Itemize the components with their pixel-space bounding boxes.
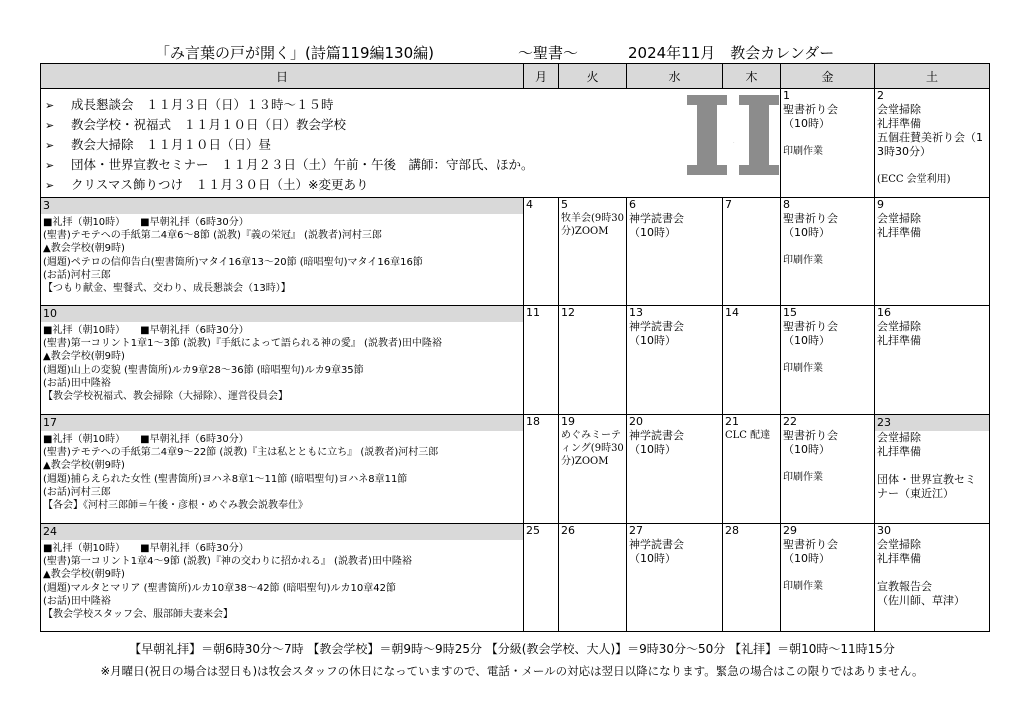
program-line: (週題)捕らえられた女性 (聖書箇所)ヨハネ8章1～11節 (暗唱聖句)ヨハネ8章11節 (43, 473, 408, 485)
event-note: 印刷作業 (783, 363, 823, 374)
program-line: (週題)ペテロの信仰告白(聖書箇所)マタイ16章13～20節 (暗唱聖句)マタイ16章16節 (43, 256, 423, 268)
date-number: 17 (41, 415, 523, 431)
day-cell-1 (781, 89, 875, 198)
day-cell-7 (723, 198, 781, 306)
header-calendar-title: 2024年11月 教会カレンダー (628, 44, 835, 62)
weekday-header-row (41, 64, 990, 89)
program-line: ■礼拝（朝10時） ■早朝礼拝（6時30分） (43, 543, 249, 554)
date-number: 11 (526, 306, 540, 319)
schedule-legend: 【早朝礼拝】＝朝6時30分～7時 【教会学校】＝朝9時～9時25分 【分級(教会学校、大人)】＝9時30分～50分 【礼拝】＝朝10時～11時15分 (129, 642, 895, 656)
program-line: (聖書)第一コリント1章4～9節 (説教)『神の交わりに招かれる』 (説教者)田中隆裕 (43, 556, 412, 568)
program-line: (聖書)テモテへの手紙第二4章6～8節 (説教)『義の栄冠』 (説教者)河村三郎 (43, 230, 382, 242)
weekday-sat: 土 (875, 64, 990, 89)
weekday-mon: 月 (524, 64, 559, 89)
weekday-sun: 日 (41, 64, 524, 89)
program-line: (聖書)テモテへの手紙第二4章9～22節 (説教)『主は私とともに立ち』 (説教者)河村三郎 (43, 447, 439, 459)
day-cell-29 (781, 524, 875, 632)
event-line: 神学読書会 (629, 429, 684, 442)
event-line: 会堂掃除 (877, 212, 921, 225)
sunday-program (41, 540, 523, 621)
sunday-cell-3 (41, 198, 524, 306)
date-number: 4 (526, 198, 533, 211)
event-line: （10時） (783, 117, 830, 130)
date-number: 5 (561, 198, 568, 211)
day-cell-26 (559, 524, 627, 632)
date-number: 20 (629, 415, 643, 428)
event-line: 聖書祈り会 (783, 212, 838, 225)
program-line: (週題)マルタとマリア (聖書箇所)ルカ10章38～42節 (暗唱聖句)ルカ10章42節 (43, 582, 396, 594)
program-line: (お話)河村三郎 (43, 486, 111, 498)
event-line: （10時） (629, 226, 676, 239)
event-line: （10時） (629, 552, 676, 565)
date-number: 24 (41, 524, 523, 540)
program-line: ■礼拝（朝10時） ■早朝礼拝（6時30分） (43, 434, 249, 445)
day-cell-11 (524, 306, 559, 415)
header (0, 42, 1024, 62)
sunday-program (41, 214, 523, 295)
event-line: （10時） (783, 552, 830, 565)
week-row-2 (41, 198, 990, 306)
event-line: 聖書祈り会 (783, 320, 838, 333)
program-line: ■礼拝（朝10時） ■早朝礼拝（6時30分） (43, 217, 249, 228)
event-line: 礼拝準備 (877, 445, 921, 458)
event-line: 五個荘賛美祈り会（1 (877, 131, 983, 144)
announcement-item: ➢ 教会大掃除 １１月１０日（日）昼 (45, 135, 780, 155)
day-cell-20 (627, 415, 723, 524)
announcement-item: ➢ 成長懇談会 １１月３日（日）１３時～１５時 (45, 95, 780, 115)
day-cell-23 (875, 415, 990, 524)
weekday-thu: 木 (723, 64, 781, 89)
day-cell-4 (524, 198, 559, 306)
sunday-program (41, 431, 523, 512)
date-number: 6 (629, 198, 636, 211)
event-line: 3時30分） (877, 145, 931, 158)
day-cell-13 (627, 306, 723, 415)
day-cell-19 (559, 415, 627, 524)
date-number: 29 (783, 524, 797, 537)
event-text: 牧羊会(9時30分)ZOOM (561, 213, 624, 237)
event-line: 神学読書会 (629, 538, 684, 551)
date-number: 9 (877, 198, 884, 211)
day-cell-28 (723, 524, 781, 632)
day-cell-16 (875, 306, 990, 415)
event-line: 礼拝準備 (877, 552, 921, 565)
day-cell-2 (875, 89, 990, 198)
program-line: 【教会学校スタッフ会、服部師夫妻来会】 (43, 609, 233, 621)
event-line: 宣教報告会 (877, 580, 932, 593)
day-cell-18 (524, 415, 559, 524)
program-line: (お話)田中隆裕 (43, 595, 111, 607)
arrow-bullet-icon: ➢ (45, 99, 55, 112)
office-hours-note: ※月曜日(祝日の場合は翌日も)は牧会スタッフの休日になっていますので、電話・メールの対応は翌日以降になります。緊急の場合はこの限りではありません。 (100, 664, 924, 678)
event-line: 聖書祈り会 (783, 103, 838, 116)
sunday-cell-24 (41, 524, 524, 632)
day-cell-12 (559, 306, 627, 415)
event-line: 神学読書会 (629, 212, 684, 225)
date-number: 23 (875, 415, 989, 431)
sunday-cell-17 (41, 415, 524, 524)
program-line: (お話)田中隆裕 (43, 377, 111, 389)
event-line: 会堂掃除 (877, 431, 921, 444)
program-line: 【つもり献金、聖餐式、交わり、成長懇談会（13時）】 (43, 283, 291, 295)
date-number: 15 (783, 306, 797, 319)
arrow-bullet-icon: ➢ (45, 159, 55, 172)
date-number: 8 (783, 198, 790, 211)
date-number: 14 (725, 306, 739, 319)
date-number: 16 (877, 306, 891, 319)
announcement-item: ➢ 団体・世界宣教セミナー １１月２３日（土）午前・午後 講師：守部氏、ほか。 (45, 155, 780, 175)
announcement-item: ➢ 教会学校・祝福式 １１月１０日（日）教会学校 (45, 115, 780, 135)
header-book: ～聖書～ (518, 44, 579, 62)
event-note: (ECC 会堂利用) (877, 174, 951, 185)
announcement-item: ➢ クリスマス飾りつけ １１月３０日（土）※変更あり (45, 175, 780, 195)
day-cell-14 (723, 306, 781, 415)
event-line: （10時） (783, 334, 830, 347)
event-text: CLC 配達 (725, 430, 771, 441)
header-verse: 「み言葉の戸が開く」(詩篇119編130編) (155, 44, 434, 62)
event-line: 会堂掃除 (877, 103, 921, 116)
day-cell-27 (627, 524, 723, 632)
day-cell-15 (781, 306, 875, 415)
event-line: 礼拝準備 (877, 226, 921, 239)
date-number: 30 (877, 524, 891, 537)
arrow-bullet-icon: ➢ (45, 119, 55, 132)
date-number: 25 (526, 524, 540, 537)
program-line: (週題)山上の変貌 (聖書箇所)ルカ9章28～36節 (暗唱聖句)ルカ9章35節 (43, 364, 364, 376)
event-line: 会堂掃除 (877, 320, 921, 333)
program-line: ▲教会学校(朝9時) (43, 569, 125, 581)
event-line: ナー（東近江） (877, 487, 954, 500)
program-line: ▲教会学校(朝9時) (43, 460, 125, 472)
sunday-program (41, 322, 523, 403)
date-number: 18 (526, 415, 540, 428)
program-line: ■礼拝（朝10時） ■早朝礼拝（6時30分） (43, 325, 249, 336)
month-number-graphic (685, 93, 781, 177)
event-line: （10時） (629, 334, 676, 347)
day-cell-21 (723, 415, 781, 524)
date-number: 2 (877, 89, 884, 102)
week-row-3 (41, 306, 990, 415)
week-row-5 (41, 524, 990, 632)
calendar-table (40, 63, 990, 632)
announcement-list (41, 89, 780, 195)
event-note: 印刷作業 (783, 146, 823, 157)
event-line: （10時） (783, 443, 830, 456)
event-text: めぐみミーティング(9時30分)ZOOM (561, 430, 624, 467)
arrow-bullet-icon: ➢ (45, 179, 55, 192)
date-number: 21 (725, 415, 739, 428)
day-cell-6 (627, 198, 723, 306)
event-line: 神学読書会 (629, 320, 684, 333)
event-note: 印刷作業 (783, 255, 823, 266)
weekday-fri: 金 (781, 64, 875, 89)
date-number: 13 (629, 306, 643, 319)
weekday-wed: 水 (627, 64, 723, 89)
program-line: 【教会学校祝福式、教会掃除（大掃除）、運営役員会】 (43, 391, 288, 403)
day-cell-8 (781, 198, 875, 306)
sunday-cell-10 (41, 306, 524, 415)
event-line: 聖書祈り会 (783, 429, 838, 442)
date-number: 10 (41, 306, 523, 322)
program-line: 【各会】《河村三郎師＝午後・彦根・めぐみ教会説教奉仕》 (43, 500, 308, 512)
arrow-bullet-icon: ➢ (45, 139, 55, 152)
weekday-tue: 火 (559, 64, 627, 89)
event-line: （10時） (783, 226, 830, 239)
day-cell-22 (781, 415, 875, 524)
event-line: （佐川師、草津） (877, 594, 965, 607)
event-line: 会堂掃除 (877, 538, 921, 551)
date-number: 3 (41, 198, 523, 214)
event-line: 礼拝準備 (877, 334, 921, 347)
date-number: 22 (783, 415, 797, 428)
date-number: 12 (561, 306, 575, 319)
day-cell-25 (524, 524, 559, 632)
event-note: 印刷作業 (783, 581, 823, 592)
day-cell-30 (875, 524, 990, 632)
date-number: 28 (725, 524, 739, 537)
event-line: 団体・世界宣教セミ (877, 473, 976, 486)
program-line: ▲教会学校(朝9時) (43, 351, 125, 363)
announcements-cell (41, 89, 781, 198)
month-number-text: 11 (733, 143, 735, 144)
event-note: 印刷作業 (783, 472, 823, 483)
week-row-4 (41, 415, 990, 524)
date-number: 27 (629, 524, 643, 537)
event-line: 聖書祈り会 (783, 538, 838, 551)
program-line: (お話)河村三郎 (43, 269, 111, 281)
date-number: 7 (725, 198, 732, 211)
program-line: ▲教会学校(朝9時) (43, 243, 125, 255)
day-cell-9 (875, 198, 990, 306)
event-line: 礼拝準備 (877, 117, 921, 130)
date-number: 1 (783, 89, 790, 102)
date-number: 26 (561, 524, 575, 537)
date-number: 19 (561, 415, 575, 428)
event-line: （10時） (629, 443, 676, 456)
program-line: (聖書)第一コリント1章1～3節 (説教)『手紙によって語られる神の愛』 (説教者)田中隆裕 (43, 338, 442, 350)
week-row-1 (41, 89, 990, 198)
day-cell-5 (559, 198, 627, 306)
